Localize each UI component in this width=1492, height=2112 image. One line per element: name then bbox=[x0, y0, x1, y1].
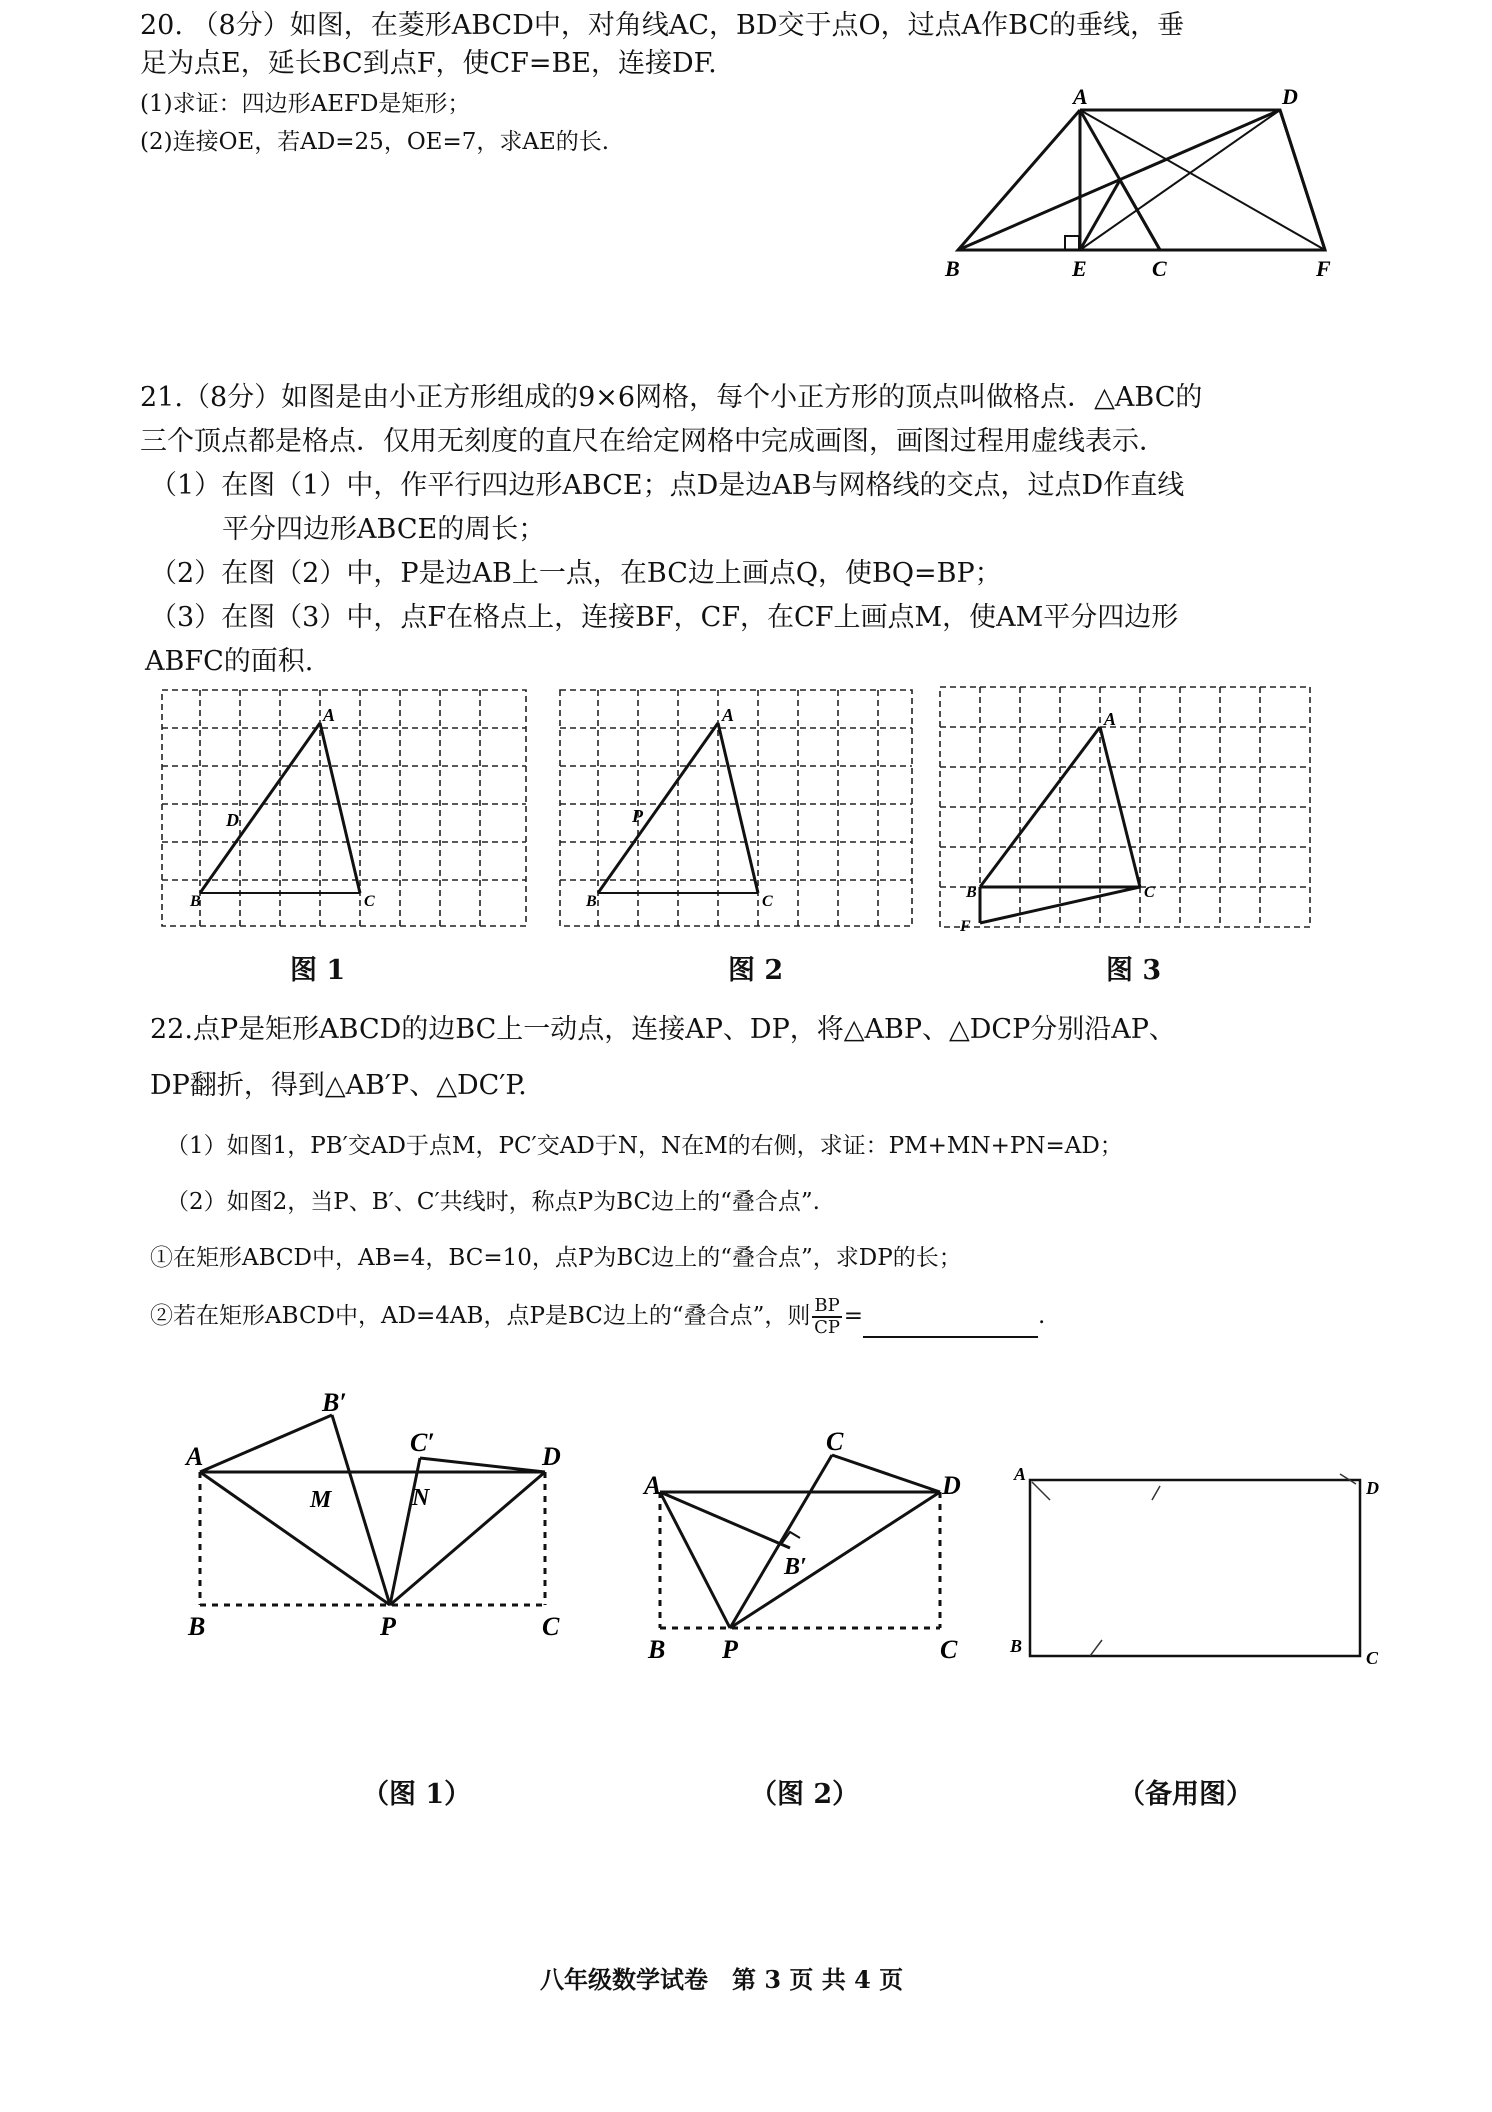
q22-f1-label-c-prime: C′ bbox=[410, 1428, 435, 1457]
q20-figure bbox=[940, 84, 1340, 290]
q21-g3-label-f: F bbox=[960, 918, 971, 935]
q22-line-4: （2）如图2，当P、B′、C′共线时，称点P为BC边上的“叠合点”. bbox=[166, 1189, 820, 1215]
q22-figure-1 bbox=[180, 1385, 600, 1645]
q21-g1-label-b: B bbox=[190, 893, 201, 910]
q22-f1-label-p: P bbox=[380, 1612, 396, 1641]
q21-line-3: （1）在图（1）中，作平行四边形ABCE；点D是边AB与网格线的交点，过点D作直线 bbox=[150, 470, 1185, 501]
q21-g1-label-d: D bbox=[226, 810, 239, 830]
q21-g1-label-a: A bbox=[323, 705, 336, 725]
q21-line-7: ABFC的面积. bbox=[145, 646, 314, 677]
q21-line-2: 三个顶点都是格点．仅用无刻度的直尺在给定网格中完成画图，画图过程用虚线表示． bbox=[140, 426, 1166, 457]
q20-label-d: D bbox=[1282, 84, 1298, 109]
q22-caption-1: （图 1） bbox=[362, 1779, 472, 1810]
q21-g1-label-c: C bbox=[364, 893, 375, 910]
q22-f2-label-p: P bbox=[722, 1635, 738, 1664]
q21-grid-1 bbox=[160, 688, 530, 933]
q22-caption-2: （图 2） bbox=[750, 1779, 860, 1810]
q20-label-c: C bbox=[1152, 256, 1167, 281]
page-footer: 八年级数学试卷 第 3 页 共 4 页 bbox=[540, 1965, 904, 1994]
q20-label-b: B bbox=[945, 256, 960, 281]
q22-line-5: ①在矩形ABCD中，AB=4，BC=10，点P为BC边上的“叠合点”，求DP的长； bbox=[150, 1245, 962, 1271]
q20-line-3: (1)求证：四边形AEFD是矩形； bbox=[140, 91, 471, 117]
q22-f1-label-n: N bbox=[412, 1485, 430, 1511]
q22-line-3: （1）如图1，PB′交AD于点M，PC′交AD于N，N在M的右侧，求证：PM+MN+PN=AD； bbox=[166, 1133, 1123, 1159]
q20-line-2: 足为点E，延长BC到点F，使CF=BE，连接DF. bbox=[140, 48, 717, 79]
q22-figure-2 bbox=[640, 1400, 970, 1664]
q21-g2-label-b: B bbox=[586, 893, 597, 910]
q22-f1-label-b-prime: B′ bbox=[322, 1388, 347, 1417]
q22-f2-label-c-top: C bbox=[826, 1427, 844, 1456]
q21-grid-3 bbox=[938, 685, 1323, 935]
q22-f3-label-b: B bbox=[1010, 1636, 1023, 1656]
q21-g3-label-b: B bbox=[966, 884, 977, 901]
q21-line-5: （2）在图（2）中，P是边AB上一点，在BC边上画点Q，使BQ=BP； bbox=[150, 558, 1002, 589]
fraction-denominator: CP bbox=[814, 1317, 840, 1338]
q22-f3-label-a: A bbox=[1014, 1464, 1027, 1484]
q21-g2-label-a: A bbox=[722, 705, 735, 725]
q21-line-1: 21.（8分）如图是由小正方形组成的9×6网格，每个小正方形的顶点叫做格点．△ABC的 bbox=[140, 382, 1203, 413]
q20-line-4: (2)连接OE，若AD=25，OE=7，求AE的长. bbox=[140, 129, 610, 155]
q21-g2-label-p: P bbox=[632, 806, 643, 826]
q22-figure-spare bbox=[1010, 1460, 1390, 1680]
q20-label-f: F bbox=[1316, 256, 1331, 281]
q21-g2-label-c: C bbox=[762, 893, 773, 910]
q22-f3-label-c: C bbox=[1366, 1648, 1379, 1668]
answer-blank[interactable] bbox=[863, 1310, 1038, 1338]
q21-grid-2 bbox=[558, 688, 918, 933]
q22-f1-label-m: M bbox=[310, 1487, 332, 1513]
q22-f2-label-b: B bbox=[648, 1635, 666, 1664]
q21-line-6: （3）在图（3）中，点F在格点上，连接BF，CF，在CF上画点M，使AM平分四边形 bbox=[150, 602, 1179, 633]
q22-line-1: 22.点P是矩形ABCD的边BC上一动点，连接AP、DP，将△ABP、△DCP分别沿AP、 bbox=[150, 1014, 1176, 1045]
q22-line-6-prefix: ②若在矩形ABCD中，AD=4AB，点P是BC边上的“叠合点”，则 bbox=[150, 1303, 811, 1329]
q22-line-6-suffix: . bbox=[1038, 1303, 1046, 1329]
q22-f2-label-c: C bbox=[940, 1635, 958, 1664]
q22-fraction bbox=[812, 1296, 841, 1338]
q22-line-6: ②若在矩形ABCD中，AD=4AB，点P是BC边上的“叠合点”，则 $\frac{BP}{CP}$ = . bbox=[150, 1295, 1046, 1338]
q22-f2-label-d: D bbox=[942, 1471, 961, 1500]
q21-caption-1: 图 1 bbox=[290, 955, 346, 986]
q22-f1-label-b: B bbox=[188, 1612, 206, 1641]
q21-caption-3: 图 3 bbox=[1106, 955, 1162, 986]
q20-label-e: E bbox=[1072, 256, 1087, 281]
q20-line-1: 20. （8分）如图，在菱形ABCD中，对角线AC，BD交于点O，过点A作BC的垂线，垂 bbox=[140, 10, 1185, 41]
q20-label-a: A bbox=[1073, 84, 1088, 109]
q21-g3-label-c: C bbox=[1144, 884, 1155, 901]
fraction-numerator: BP bbox=[814, 1295, 840, 1316]
q21-g3-label-a: A bbox=[1104, 709, 1117, 729]
q22-f3-label-d: D bbox=[1366, 1478, 1379, 1498]
q22-f2-label-b-prime: B′ bbox=[784, 1554, 807, 1580]
q22-caption-3: （备用图） bbox=[1118, 1779, 1253, 1810]
q22-f2-label-a: A bbox=[644, 1471, 662, 1500]
q22-f1-label-a: A bbox=[186, 1442, 204, 1471]
q22-f1-label-c: C bbox=[542, 1612, 560, 1641]
q22-f1-label-d: D bbox=[542, 1442, 561, 1471]
q21-line-4: 平分四边形ABCE的周长； bbox=[222, 514, 546, 545]
q21-caption-2: 图 2 bbox=[728, 955, 784, 986]
q22-line-2: DP翻折，得到△AB′P、△DC′P. bbox=[150, 1070, 527, 1101]
